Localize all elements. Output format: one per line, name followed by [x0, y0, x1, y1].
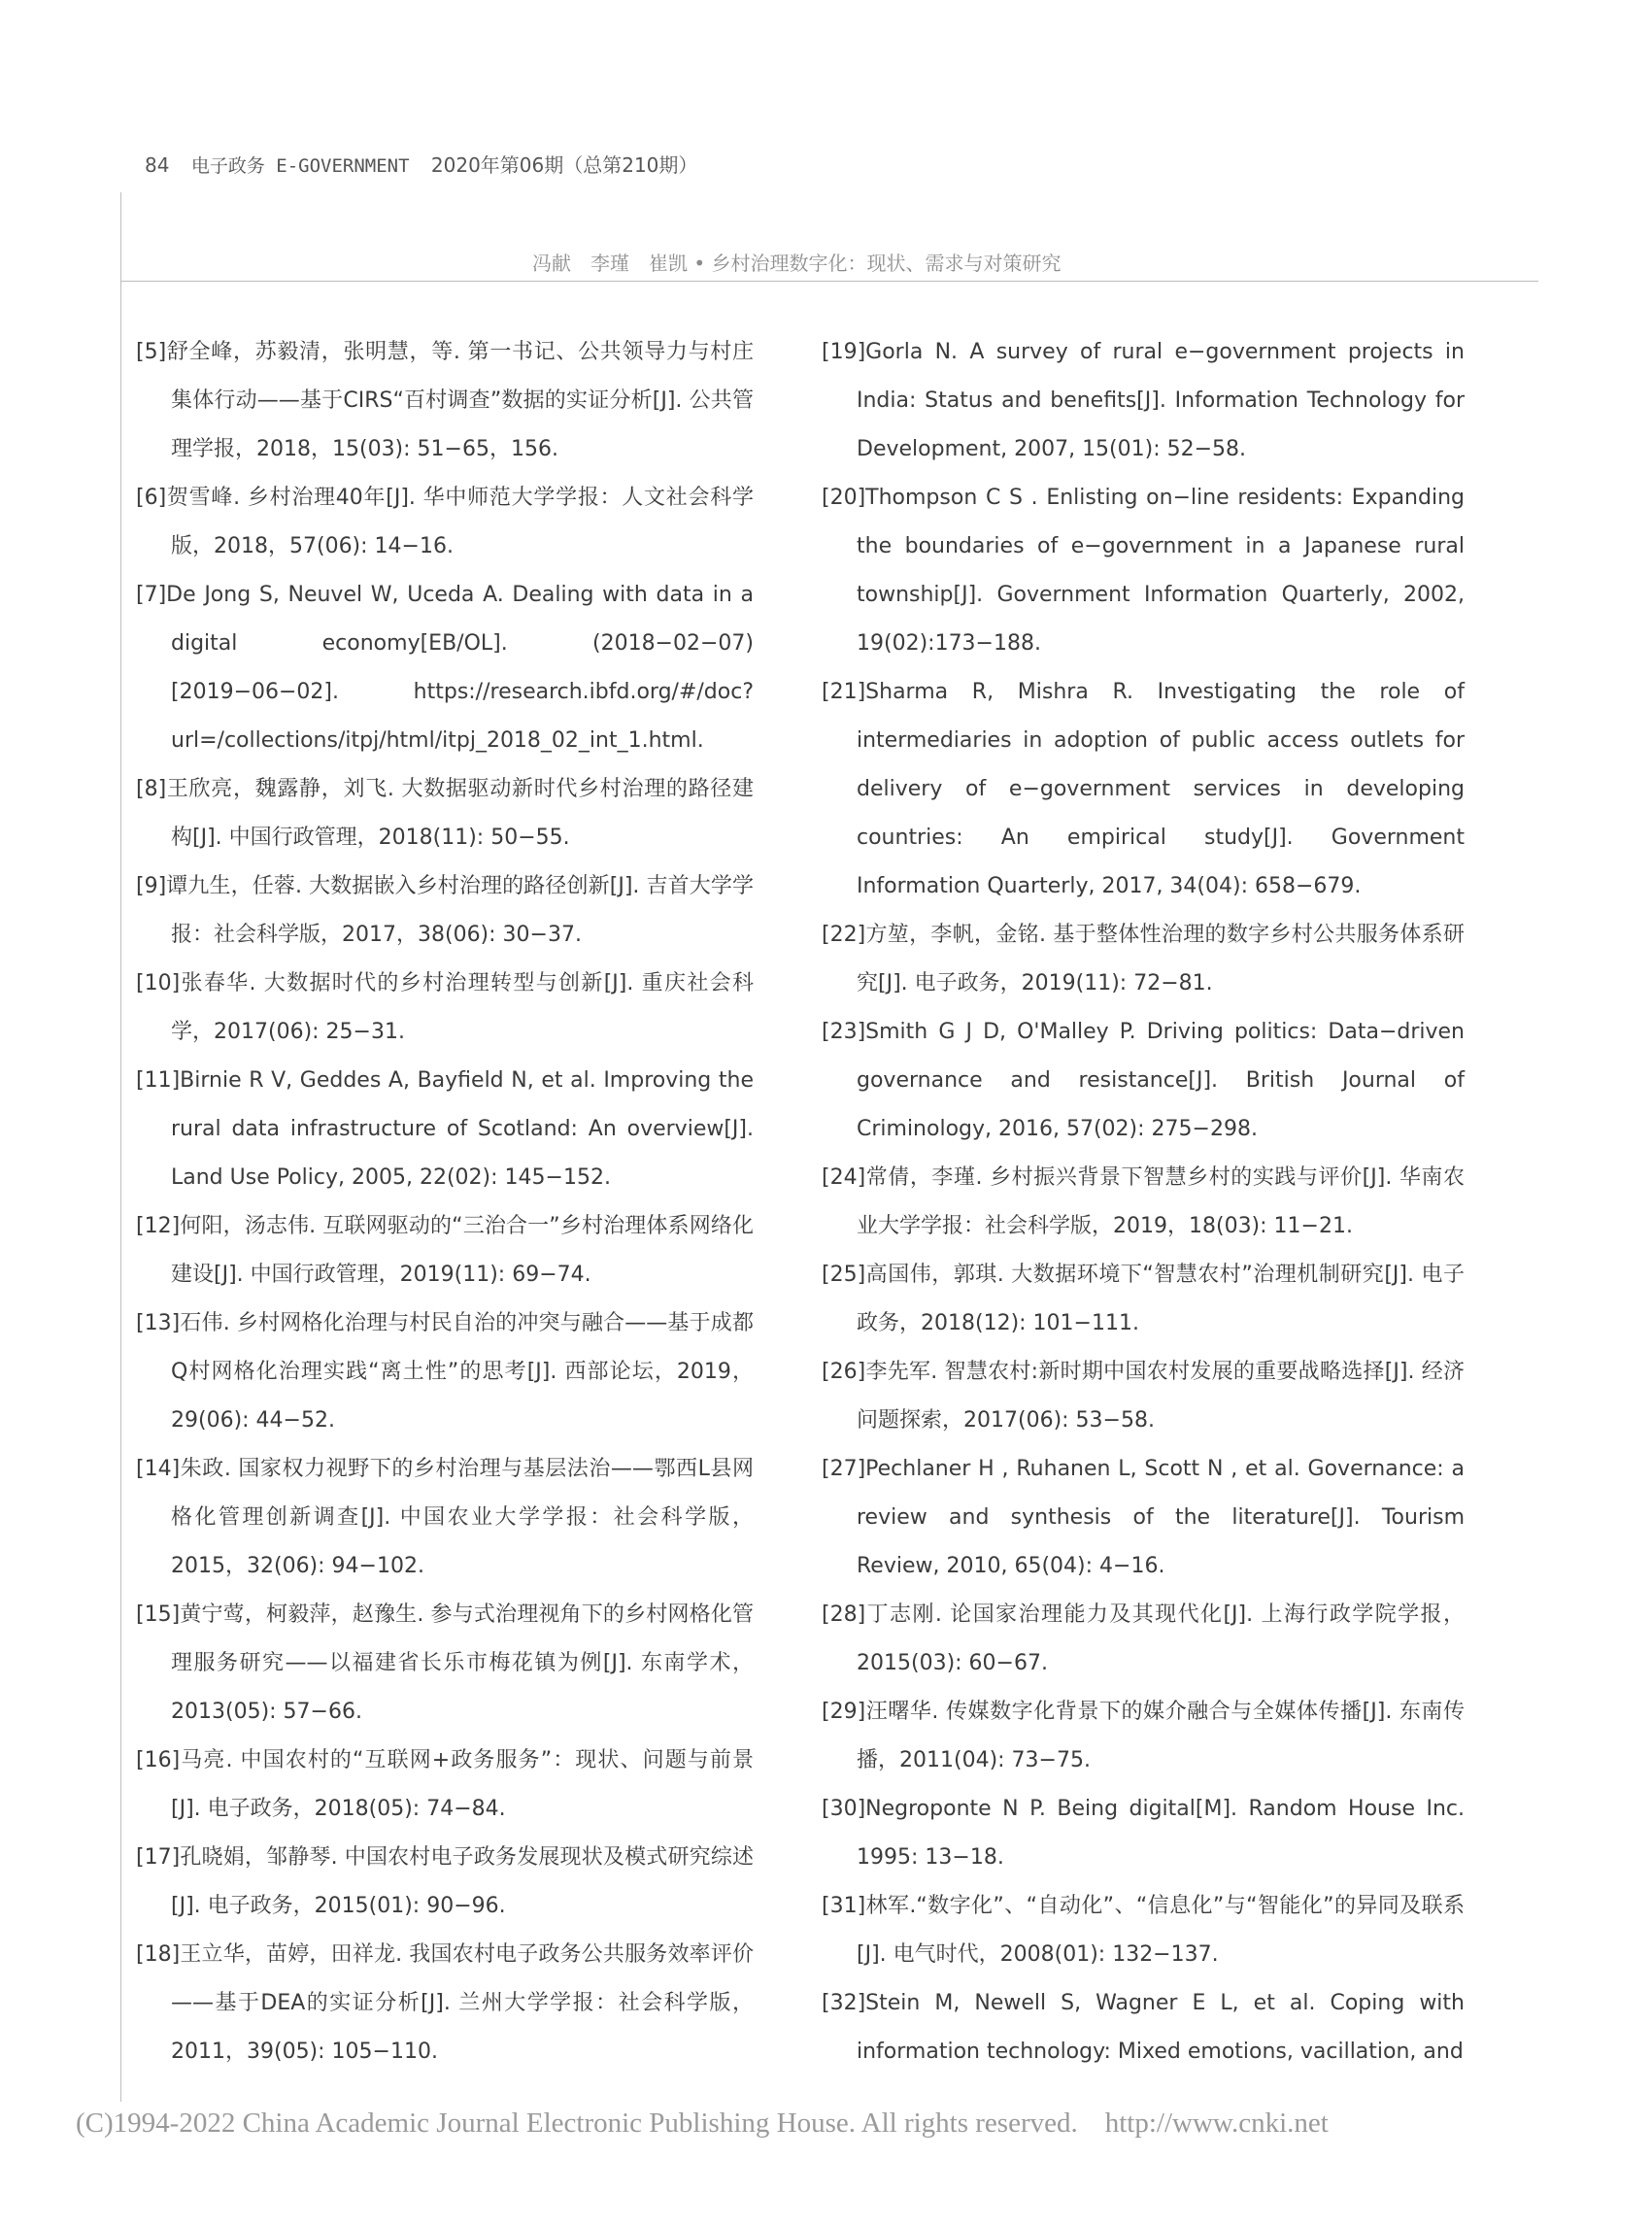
- reference-item: [11]Birnie R V, Geddes A, Bayfield N, et al. Improving the rural data infrastructure of Scotland: An overview[J]. Land Use Policy, 2005, 22(02): 145−152.: [136, 1068, 754, 1190]
- reference-item: [31]林军.“数字化”、“自动化”、“信息化”与“智能化”的异同及联系[J]. 电气时代，2008(01): 132−137.: [822, 1894, 1465, 1967]
- reference-item: [24]常倩，李瑾. 乡村振兴背景下智慧乡村的实践与评价[J]. 华南农业大学学报：社会科学版，2019，18(03): 11−21.: [822, 1165, 1465, 1238]
- reference-item: [23]Smith G J D, O'Malley P. Driving politics: Data−driven governance and resistance[J]. British Journal of Criminology, 2016, 57(02): 275−298.: [822, 1020, 1465, 1141]
- reference-item: [6]贺雪峰. 乡村治理40年[J]. 华中师范大学学报：人文社会科学版，2018，57(06): 14−16.: [136, 486, 754, 558]
- page-number: 84: [145, 153, 170, 177]
- reference-item: [17]孔晓娟，邹静琴. 中国农村电子政务发展现状及模式研究综述[J]. 电子政务，2015(01): 90−96.: [136, 1845, 754, 1918]
- reference-item: [15]黄宁莺，柯毅萍，赵豫生. 参与式治理视角下的乡村网格化管理服务研究——以福建省长乐市梅花镇为例[J]. 东南学术，2013(05): 57−66.: [136, 1602, 754, 1724]
- reference-item: [25]高国伟，郭琪. 大数据环境下“智慧农村”治理机制研究[J]. 电子政务，2018(12): 101−111.: [822, 1263, 1465, 1335]
- footer-link[interactable]: http://www.cnki.net: [1104, 2108, 1329, 2139]
- reference-item: [30]Negroponte N P. Being digital[M]. Random House Inc. 1995: 13−18.: [822, 1797, 1465, 1870]
- page-header: [145, 150, 713, 178]
- issue-info: 2020年第06期（总第210期）: [430, 153, 698, 177]
- header-rule: [120, 281, 1538, 282]
- reference-item: [32]Stein M, Newell S, Wagner E L, et al. Coping with information technology: Mixed emotions, vacillation, and: [822, 1991, 1465, 2064]
- reference-item: [5]舒全峰，苏毅清，张明慧，等. 第一书记、公共领导力与村庄集体行动——基于CIRS“百村调查”数据的实证分析[J]. 公共管理学报，2018，15(03): 51−65，156.: [136, 340, 754, 461]
- reference-item: [20]Thompson C S . Enlisting on−line residents: Expanding the boundaries of e−government in a Japanese rural township[J]. Government Information Quarterly, 2002, 19(02):173−188.: [822, 486, 1465, 656]
- copyright-footer: [76, 2108, 1591, 2140]
- reference-item: [26]李先军. 智慧农村:新时期中国农村发展的重要战略选择[J]. 经济问题探索，2017(06): 53−58.: [822, 1360, 1465, 1433]
- copyright-text: (C)1994-2022 China Academic Journal Electronic Publishing House. All rights reserved.: [76, 2108, 1078, 2139]
- journal-name: 电子政务 E-GOVERNMENT: [190, 155, 410, 177]
- reference-item: [13]石伟. 乡村网格化治理与村民自治的冲突与融合——基于成都Q村网格化治理实践“离土性”的思考[J]. 西部论坛，2019，29(06): 44−52.: [136, 1311, 754, 1433]
- references-left-column: [136, 328, 754, 2076]
- reference-item: [18]王立华，苗婷，田祥龙. 我国农村电子政务公共服务效率评价——基于DEA的实证分析[J]. 兰州大学学报：社会科学版，2011，39(05): 105−110.: [136, 1942, 754, 2064]
- reference-item: [9]谭九生，任蓉. 大数据嵌入乡村治理的路径创新[J]. 吉首大学学报：社会科学版，2017，38(06): 30−37.: [136, 874, 754, 947]
- reference-item: [12]何阳，汤志伟. 互联网驱动的“三治合一”乡村治理体系网络化建设[J]. 中国行政管理，2019(11): 69−74.: [136, 1214, 754, 1287]
- reference-item: [8]王欣亮，魏露静，刘飞. 大数据驱动新时代乡村治理的路径建构[J]. 中国行政管理，2018(11): 50−55.: [136, 777, 754, 850]
- reference-item: [28]丁志刚. 论国家治理能力及其现代化[J]. 上海行政学院学报，2015(03): 60−67.: [822, 1602, 1465, 1675]
- reference-item: [19]Gorla N. A survey of rural e−government projects in India: Status and benefits[J]. Information Technology for Development, 2007, 15(01): 52−58.: [822, 340, 1465, 461]
- references-right-column: [822, 328, 1465, 2076]
- left-margin-rule: [120, 192, 121, 2102]
- reference-item: [22]方堃，李帆，金铭. 基于整体性治理的数字乡村公共服务体系研究[J]. 电子政务，2019(11): 72−81.: [822, 923, 1465, 995]
- reference-item: [21]Sharma R, Mishra R. Investigating the role of intermediaries in adoption of public access outlets for delivery of e−government services in developing countries: An empirical study[J]. Government Information Quarterly, 2017, 34(04): 658−679.: [822, 680, 1465, 898]
- reference-item: [7]De Jong S, Neuvel W, Uceda A. Dealing with data in a digital economy[EB/OL]. (2018−02−07)[2019−06−02]. https://research.ibfd.org/#/doc?url=/collections/itpj/html/itpj_2018_02_int_1.html.: [136, 583, 754, 753]
- reference-item: [10]张春华. 大数据时代的乡村治理转型与创新[J]. 重庆社会科学，2017(06): 25−31.: [136, 971, 754, 1044]
- reference-item: [27]Pechlaner H , Ruhanen L, Scott N , et al. Governance: a review and synthesis of the literature[J]. Tourism Review, 2010, 65(04): 4−16.: [822, 1457, 1465, 1578]
- reference-item: [16]马亮. 中国农村的“互联网+政务服务”：现状、问题与前景[J]. 电子政务，2018(05): 74−84.: [136, 1748, 754, 1821]
- running-title: 冯献 李瑾 崔凯 • 乡村治理数字化：现状、需求与对策研究: [532, 252, 1062, 275]
- reference-item: [29]汪曙华. 传媒数字化背景下的媒介融合与全媒体传播[J]. 东南传播，2011(04): 73−75.: [822, 1700, 1465, 1772]
- reference-item: [14]朱政. 国家权力视野下的乡村治理与基层法治——鄂西L县网格化管理创新调查[J]. 中国农业大学学报：社会科学版，2015，32(06): 94−102.: [136, 1457, 754, 1578]
